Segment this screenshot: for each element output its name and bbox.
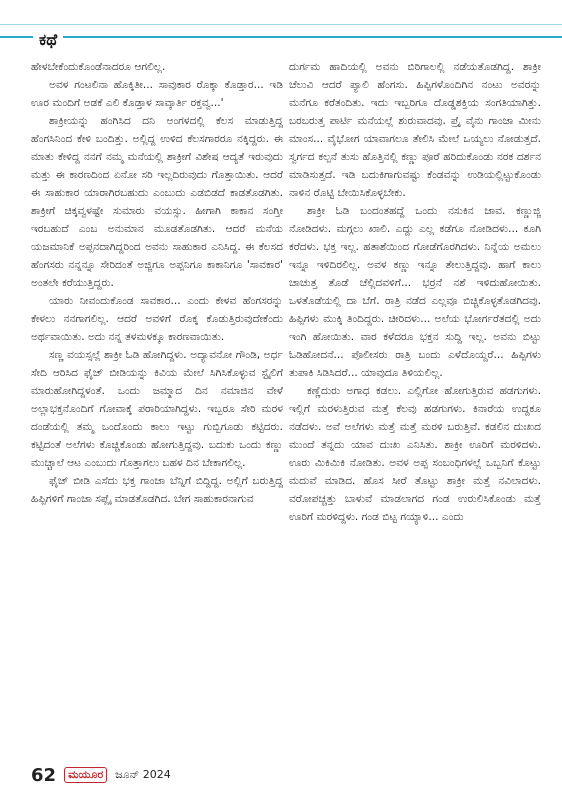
paragraph: ದುರ್ಗಮ ಹಾದಿಯಲ್ಲಿ ಅವನು ಬಿರಿಗಾಲಲ್ಲಿ ನಡೆಯತೊಡಗಿದ್ದ. ಶಾಕ್ರೀ ಚೆಲುವಿ ಆದರೆ ಪ್ಯಾಲಿ ಹೆಂಗಸು. ಹಿಪ್ಪಿಗಳೊಂದಿಗಿನ ನಂಟು ಅವರನ್ನು ಮನೆಗೂ ಕರೆತಂದಿತು. ಇದು ಇಬ್ಬರಿಗೂ ದೊಡ್ಡಶಕ್ತಿಯ ಸಂಗತಿಯಾಗಿತ್ತು. ಬರಬರುತ್ತ ಪಾರ್ಟಿ ಮನೆಯಲ್ಲೆ ಶುರುವಾದವು. ಪ್ರೈ ವೈನು ಗಾಂಜಾ ಮೀನು ಮಾಂಸ... ವೈಭೋಗ ಯಾವಾಗಲೂ ತೇಲಿಸಿ ಮೇಲೆ ಒಯ್ಯಲು ನೋಡುತ್ತದೆ. ಸ್ವರ್ಗದ ಕಲ್ಪನೆ ತುಸು ಹೊತ್ತಿನಲ್ಲಿ ಕಣ್ಣು ಪೂರೆ ಹರಿದುಕೊಂಡು ನರಕ ದರ್ಶನ ಮಾಡಿಸುತ್ತದೆ. ಇಡಿ ಬದುಕಿಗಾಗುವಷ್ಟು ಕೆಂಡವನ್ನು ಉಡಿಯಲ್ಲಿಟ್ಟುಕೊಂಡು ನಾಳಿನ ರೊಟ್ಟಿ ಬೇಯಿಸಿಕೊಳ್ಳಬೇಕು. xyxy=(289,61,541,199)
paragraph: ಯಾರು ನೀವಂದುಕೊಂಡ ಸಾವಕಾರ... ಎಂದು ಕೇಳವ ಹೆಂಗಸರನ್ನು ಕೇಳಲು ನನಗಾಗಲಿಲ್ಲ. ಆದರೆ ಅವಳಿಗೆ ರೊಕ್ಕ ಕೊಡುತ್ತಿರುವುದೇಕೆಂದು ಅರ್ಥವಾಯಿತು. ಅದು ನನ್ನ ತಳಮಳಕ್ಕೂ ಕಾರಣವಾಯಿತು. xyxy=(31,295,283,343)
paragraph: ಕಣ್ಣೆದುರು ಅಗಾಧ ಕಡಲು. ಎಲ್ಲಿಗೋ ಹೋಗುತ್ತಿರುವ ಹಡಗುಗಳು. ಇಲ್ಲಿಗೆ ಮರಳುತ್ತಿರುವ ಮತ್ತೆ ಕೆಲವು ಹಡಗುಗಳು. ಕಿನಾರೆಯ ಉದ್ದಕೂ ನಡೆದಳು. ಅವೆ ಅಲೆಗಳು ಮತ್ತೆ ಮತ್ತೆ ಮರಳಿ ಬರುತ್ತಿವೆ. ಕಡಲಿನ ದುಃಖದ ಮುಂದೆ ತನ್ನದು ಯಾವ ದುಃಖ ಎನಿಸಿತು. ಶಾಕ್ರೀ ಊರಿಗೆ ಮರಳಿದಳು. ಊರು ಮಿಕಿಮಿಕಿ ನೋಡಿತು. ಅವಳ ಅಪ್ಪ ಸಂಬಂಧಿಗಳಲ್ಲೆ ಒಬ್ಬನಿಗೆ ಕೊಟ್ಟು ಮದುವೆ ಮಾಡಿದ. ಹೊಸ ಸೀರೆ ತೊಟ್ಟು ಶಾಕ್ರೀ ಮತ್ತೆ ನವಿಲಾದಳು. ವರೋಪಚ್ಚತ್ತು ಬಾಳುವೆ ಮಾಡಲಾಗದ ಗಂಡ ಉರುಲಿಸಿಕೊಂಡು ಮತ್ತೆ ಊರಿಗೆ ಮರಳಿದ್ದಳು. ಗಂಡ ಬಿಟ್ಟ ಗಯ್ಯಾಳಿ... ಎಂದು xyxy=(289,385,541,523)
paragraph: ಸಣ್ಣ ವಯಸ್ಸಲ್ಲೆ ಶಾಕ್ರೀ ಓಡಿ ಹೋಗಿದ್ದಳು. ಅದ್ಯಾವನೋ ಗೌಂಡಿ, ಅರ್ಧ ಸೇದಿ ಆರಿಸಿದ ಫೈಜ್ ಬೀಡಿಯನ್ನು ಕಿವಿಯ ಮೇಲೆ ಸಿಗಿಸಿಕೊಳ್ಳುವ ಸ್ಟೈಲಿಗೆ ಮಾರುಹೋಗಿದ್ದಳಂತೆ. ಒಂದು ಜಮ್ಮಾದ ದಿನ ನಮಾಜಿನ ವೇಳೆ ಅಲ್ಲಾಭಕ್ತನೊಂದಿಗೆ ಗೋವಾಕ್ಕೆ ಪರಾರಿಯಾಗಿದ್ದಳು. ಇಬ್ಬರೂ ಸೇರಿ ಮರಳ ದಂಡೆಯಲ್ಲಿ ತಮ್ಮ ಒಂದೊಂದು ಕಾಲು ಇಟ್ಟು ಗುಬ್ಬಿಗೂಡು ಕಟ್ಟಿದರು. ಕಟ್ಟಿದಂತೆ ಅಲೆಗಳು ಕೊಚ್ಚಿಕೊಂಡು ಹೋಗುತ್ತಿದ್ದವು. ಬದುಕು ಒಂದು ಕಣ್ಣು ಮುಚ್ಚಾಲೆ ಆಟ ಎಂಬುದು ಗೊತ್ತಾಗಲು ಬಹಳ ದಿನ ಬೇಕಾಗಲಿಲ್ಲ. xyxy=(31,349,283,469)
issue-date: ಜೂನ್ 2024 xyxy=(115,768,171,781)
left-column xyxy=(31,58,283,508)
header-accent-line xyxy=(0,24,562,25)
paragraph: ಅವಳ ಗಂಟಲಿನಾ ಹೊಕ್ಕಿತೀ... ಸಾವುಕಾರ ರೊಕ್ಕಾ ಕೊಡ್ತಾರ... ಇಡಿ ಊರ ಮಂದಿಗೆ ಅಡಕೆ ಎಲಿ ಕೊಡ್ತಾಳ ಸಾವ್ಕಾರ್ತಿ ರಕ್ತವ್ವ...' xyxy=(31,79,283,109)
header-rule xyxy=(0,36,562,38)
magazine-logo: ಮಯೂರ xyxy=(64,767,107,783)
right-column xyxy=(289,58,541,526)
paragraph: ಫೈಜ್ ಬೀಡಿ ಎಸೆದು ಭಕ್ತ ಗಾಂಜಾ ಬೆನ್ನಿಗೆ ಬಿದ್ದಿದ್ದ. ಅಲ್ಲಿಗೆ ಬರುತ್ತಿದ್ದ ಹಿಪ್ಪಿಗಳಿಗೆ ಗಾಂಜಾ ಸಪ್ಲೈ ಮಾಡತೊಡಗಿದ. ಬೇಗ ಸಾಹುಕಾರನಾಗುವ xyxy=(31,475,283,505)
paragraph: ಶಾಕ್ರೀ ಓಡಿ ಬಂದಂತಹದ್ದೆ ಒಂದು ನಸುಕಿನ ಜಾವ. ಕಣ್ಣುಜ್ಜಿ ನೋಡಿದಳು. ಮಗ್ಗಲು ಖಾಲಿ. ಎದ್ದು ಎಲ್ಲ ಕಡೆಗೂ ನೋಡಿದಳು... ಕೂಗಿ ಕರೆದಳು. ಭಕ್ತ ಇಲ್ಲ. ಹತಾಶೆಯಿಂದ ಗೋಡೆಗೊರಗಿದಳು. ನಿನ್ನೆಯ ಅಮಲು ಇನ್ನೂ ಇಳಿದಿರಲಿಲ್ಲ. ಅವಳ ಕಣ್ಣು ಇನ್ನೂ ತೇಲುತ್ತಿದ್ದವು. ಹಾಗೆ ಕಾಲು ಚಾಚುತ್ತ ತೊಡೆ ಚೆಲ್ಲಿದವಳಿಗೆ... ಭರ್ರನೆ ನಶೆ ಇಳಿದುಹೋಯಿತು. ಒಳತೊಡೆಯಲ್ಲಿ ದಾ ಬೆಗೆ. ರಾತ್ರಿ ನಡೆದ ಎಲ್ಲವೂ ಬಿಚ್ಚಿಕೊಳ್ಳತೊಡಗಿದವು. ಹಿಪ್ಪಿಗಳು ಮುಕ್ಕಿ ತಿಂದಿದ್ದರು. ಚೀರಿದಳು... ಅಲೆಯ ಭೋರ್ಗರೆತದಲ್ಲಿ ಅದು ಇಂಗಿ ಹೋಯಿತು. ವಾರ ಕಳೆದರೂ ಭಕ್ತನ ಸುದ್ದಿ ಇಲ್ಲ. ಅವನು ಬಿಟ್ಟು ಓಡಿಹೋದನೆ... ಪೊಲೀಸರು ರಾತ್ರಿ ಬಂದು ಎಳೆದೊಯ್ದರೆ... ಹಿಪ್ಪಿಗಳು ತುಪಾಕಿ ಸಿಡಿಸಿದರೆ... ಯಾವುದೂ ತಿಳಿಯಲಿಲ್ಲ. xyxy=(289,205,541,379)
page-footer xyxy=(31,763,171,787)
page-number: 62 xyxy=(31,764,57,786)
paragraph: ಶಾಕ್ರೀಯನ್ನು ಹಂಗಿಸಿದ ದನಿ ಅಂಗಳದಲ್ಲಿ ಕೆಲಸ ಮಾಡುತ್ತಿದ್ದ ಹೆಂಗಸಿನಿಂದ ಕೇಳಿ ಬಂದಿತ್ತು. ಅಲ್ಲಿದ್ದ ಉಳಿದ ಕೆಲಸಗಾರರೂ ನಕ್ಕಿದ್ದರು. ಈ ಮಾತು ಕೇಳಿದ್ದ ನನಗೆ ನಮ್ಮ ಮನೆಯಲ್ಲಿ ಶಾಕ್ರೀಗೆ ವಿಶೇಷ ಆದ್ಯತೆ ಇರುವುದು ಮತ್ತು ಈ ಕಾರಣದಿಂದ ಏನೋ ಸರಿ ಇಲ್ಲದಿರುವುದು ಗೊತ್ತಾಯಿತು. ಆದರೆ ಈ ಸಾಹುಕಾರ ಯಾರಾಗಿರಬಹುದು ಎಂಬುದು ಎಡಬಿಡದೆ ಕಾಡತೊಡಗಿತು. ಶಾಕ್ರೀಗೆ ಚಿಕ್ಕವ್ವಳಷ್ಟೇ ಸುಮಾರು ವಯಸ್ಸು. ಹೀಗಾಗಿ ಕಾಕಾನ ಸಂಗ್ತೀ ಇರಬಹುದೆ ಎಂಬ ಅನುಮಾನ ಮೂಡತೊಡಗಿತು. ಆದರೆ ಮನೆಯ ಯಜಮಾನಿಕೆ ಅಪ್ಪನದಾಗಿದ್ದರಿಂದ ಅವನು ಸಾಹುಕಾರ ಎನಿಸಿದ್ದ. ಈ ಕೆಲಸದ ಹೆಂಗಸರು ನನ್ನನ್ನೂ ಸೇರಿದಂತೆ ಅಜ್ಜಿಗೂ ಅಪ್ಪನಿಗೂ ಕಾಕಾನಿಗೂ 'ಸಾವಕಾರ' ಅಂತಲೇ ಕರೆಯುತ್ತಿದ್ದರು. xyxy=(31,115,283,289)
section-title: ಕಥೆ xyxy=(33,30,63,50)
paragraph: ಹೇಳಬೇಕೆಂದುಕೊಂಡೆನಾದರೂ ಆಗಲಿಲ್ಲ. xyxy=(31,61,166,73)
